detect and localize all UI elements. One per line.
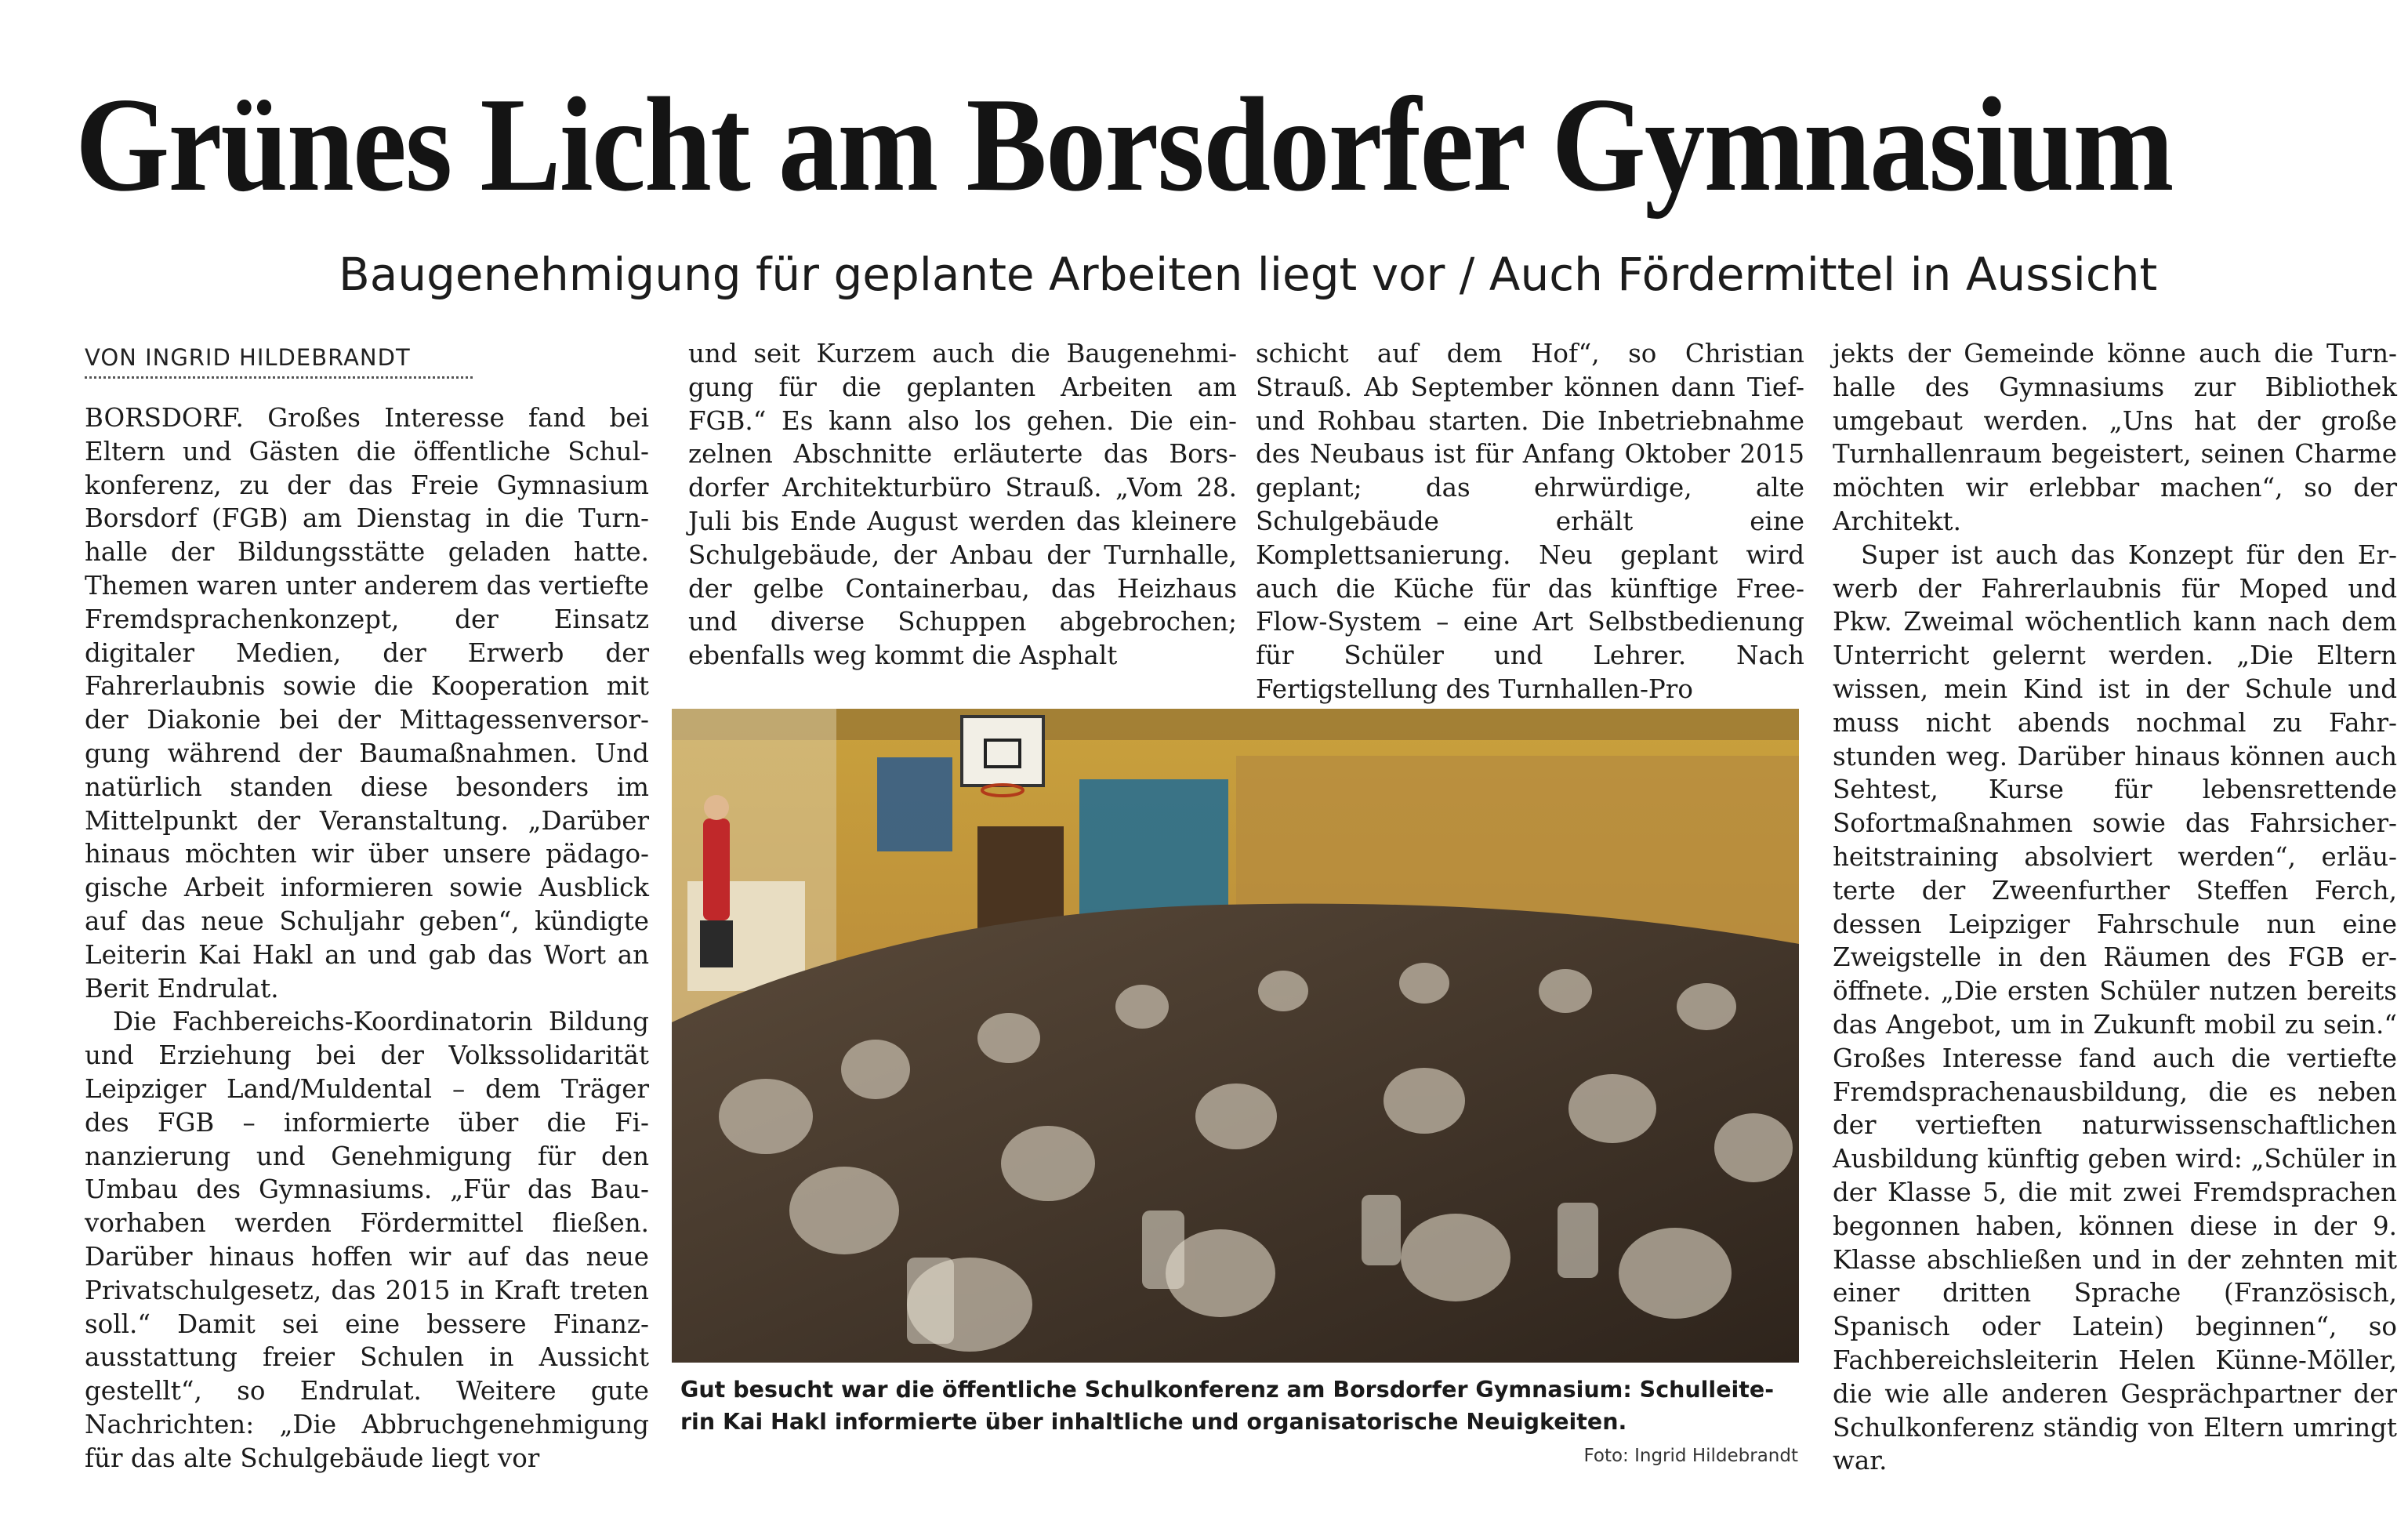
paragraph-financing: Die Fachbereichs-Koordinatorin Bildung und Erziehung bei der Volkssolidarität Leipziger Land/Muldental – dem Träger des FGB – informierte über die Finanzierung und Genehmigung für den Umbau des Gymnasiums. „Für das Bauvorhaben werden Fördermittel fließen. Darüber hinaus hoffen wir auf das neue Privatschulgesetz, das 2015 in Kraft treten soll.“ Damit sei eine bessere Finanzausstattung freier Schulen in Aussicht gestellt“, so Endrulat. Weitere gute Nachrichten: „Die Abbruchgenehmigung für das alte Schulgebäude liegt vor (85, 1007, 649, 1473)
paragraph-driving-license: Super ist auch das Konzept für den Erwerb der Fahrerlaubnis für Moped und Pkw. Zweimal wöchentlich kann nach dem Unterricht gelernt werden. „Die Eltern wissen, mein Kind ist in der Schule und muss nicht abends nochmal zu Fahrstunden weg. Darüber hinaus können auch Sehtest, Kurse für lebensrettende Sofortmaßnahmen sowie das Fahrsicherheitstraining absolviert werden“, erläuterte der Zweenfurther Steffen Ferch, dessen Leipziger Fahrschule nun eine Zweigstelle in den Räumen des FGB eröffnete. „Die ersten Schüler nutzen bereits das Angebot, um in Zukunft mobil zu sein.“ Großes Interesse fand auch die vertiefte Fremdsprachenausbildung, die es neben der vertieften naturwissenschaftlichen Ausbildung künftig geben wird: „Schüler in der Klasse 5, die mit zwei Fremdsprachen begonnen haben, können diese in der 9. Klasse abschließen und in der zehnten mit einer dritten Sprache (Französisch, Spanisch oder Latein) beginnen“, so Fachbereichsleiterin Helen Künne-Möller, die wie alle anderen Gesprächpartner der Schulkonferenz ständig von Eltern umringt war. (1833, 539, 2397, 1476)
speaker (700, 795, 733, 967)
column-2 (688, 337, 1237, 673)
byline: VON INGRID HILDEBRANDT (85, 342, 473, 379)
paragraph-permit: und seit Kurzem auch die Baugenehmigung für die geplanten Arbeiten am FGB.“ Es kann also los gehen. Die einzelnen Abschnitte erläuterte das Borsdorfer Architekturbüro Strauß. „Vom 28. Juli bis Ende August werden das kleinere Schulgebäude, der Anbau der Turnhalle, der gelbe Containerbau, das Heizhaus und diverse Schuppen abgebrochen; ebenfalls weg kommt die Asphalt (688, 339, 1237, 671)
column-1 (85, 401, 649, 1475)
paragraph-construction: schicht auf dem Hof“, so Christian Strauß. Ab September können dann Tief- und Rohbau starten. Die Inbetriebnahme des Neubaus ist für Anfang Oktober 2015 geplant; das ehrwürdige, alte Schulgebäude erhält eine Komplettsanierung. Neu geplant wird auch die Küche für das künftige Free-Flow-System – eine Art Selbstbedienung für Schüler und Lehrer. Nach Fertigstellung des Turnhallen-Pro (1256, 339, 1804, 704)
paragraph-library: jekts der Gemeinde könne auch die Turnhalle des Gymnasiums zur Bibliothek umgebaut werden. „Uns hat der große Turnhallenraum begeistert, seinen Charme möchten wir erlebbar machen“, so der Architekt. (1833, 339, 2397, 536)
column-4 (1833, 337, 2397, 1478)
wall-mat-left (877, 757, 952, 851)
article-headline: Grünes Licht am Borsdorfer Gymnasium (75, 71, 2173, 220)
photo-assembly-hall (672, 709, 1799, 1363)
basketball-backboard (962, 717, 1043, 786)
column-3 (1256, 337, 1804, 706)
photo-caption: Gut besucht war die öffentliche Schulkonferenz am Borsdorfer Gymnasium: Schulleiterin Kai Hakl informierte über inhaltliche und organisatorische Neuigkeiten. (680, 1377, 1775, 1435)
article-photo (672, 709, 1799, 1363)
photo-credit: Foto: Ingrid Hildebrandt (1583, 1446, 1798, 1466)
paragraph-intro: BORSDORF. Großes Interesse fand bei Eltern und Gästen die öffentliche Schulkonferenz, zu der das Freie Gymnasium Borsdorf (FGB) am Dienstag in die Turnhalle der Bildungsstätte geladen hatte. Themen waren unter anderem das vertiefte Fremdsprachenkonzept, der Einsatz digitaler Medien, der Erwerb der Fahrerlaubnis sowie die Kooperation mit der Diakonie bei der Mittagessenversorgung während der Baumaßnahmen. Und natürlich standen diese besonders im Mittelpunkt der Veranstaltung. „Darüber hinaus möchten wir über unsere pädagogische Arbeit informieren sowie Ausblick auf das neue Schuljahr geben“, kündigte Leiterin Kai Hakl an und gab das Wort an Berit Endrulat. (85, 403, 649, 1004)
article-subheadline: Baugenehmigung für geplante Arbeiten liegt vor / Auch Fördermittel in Aussicht (339, 248, 2158, 301)
